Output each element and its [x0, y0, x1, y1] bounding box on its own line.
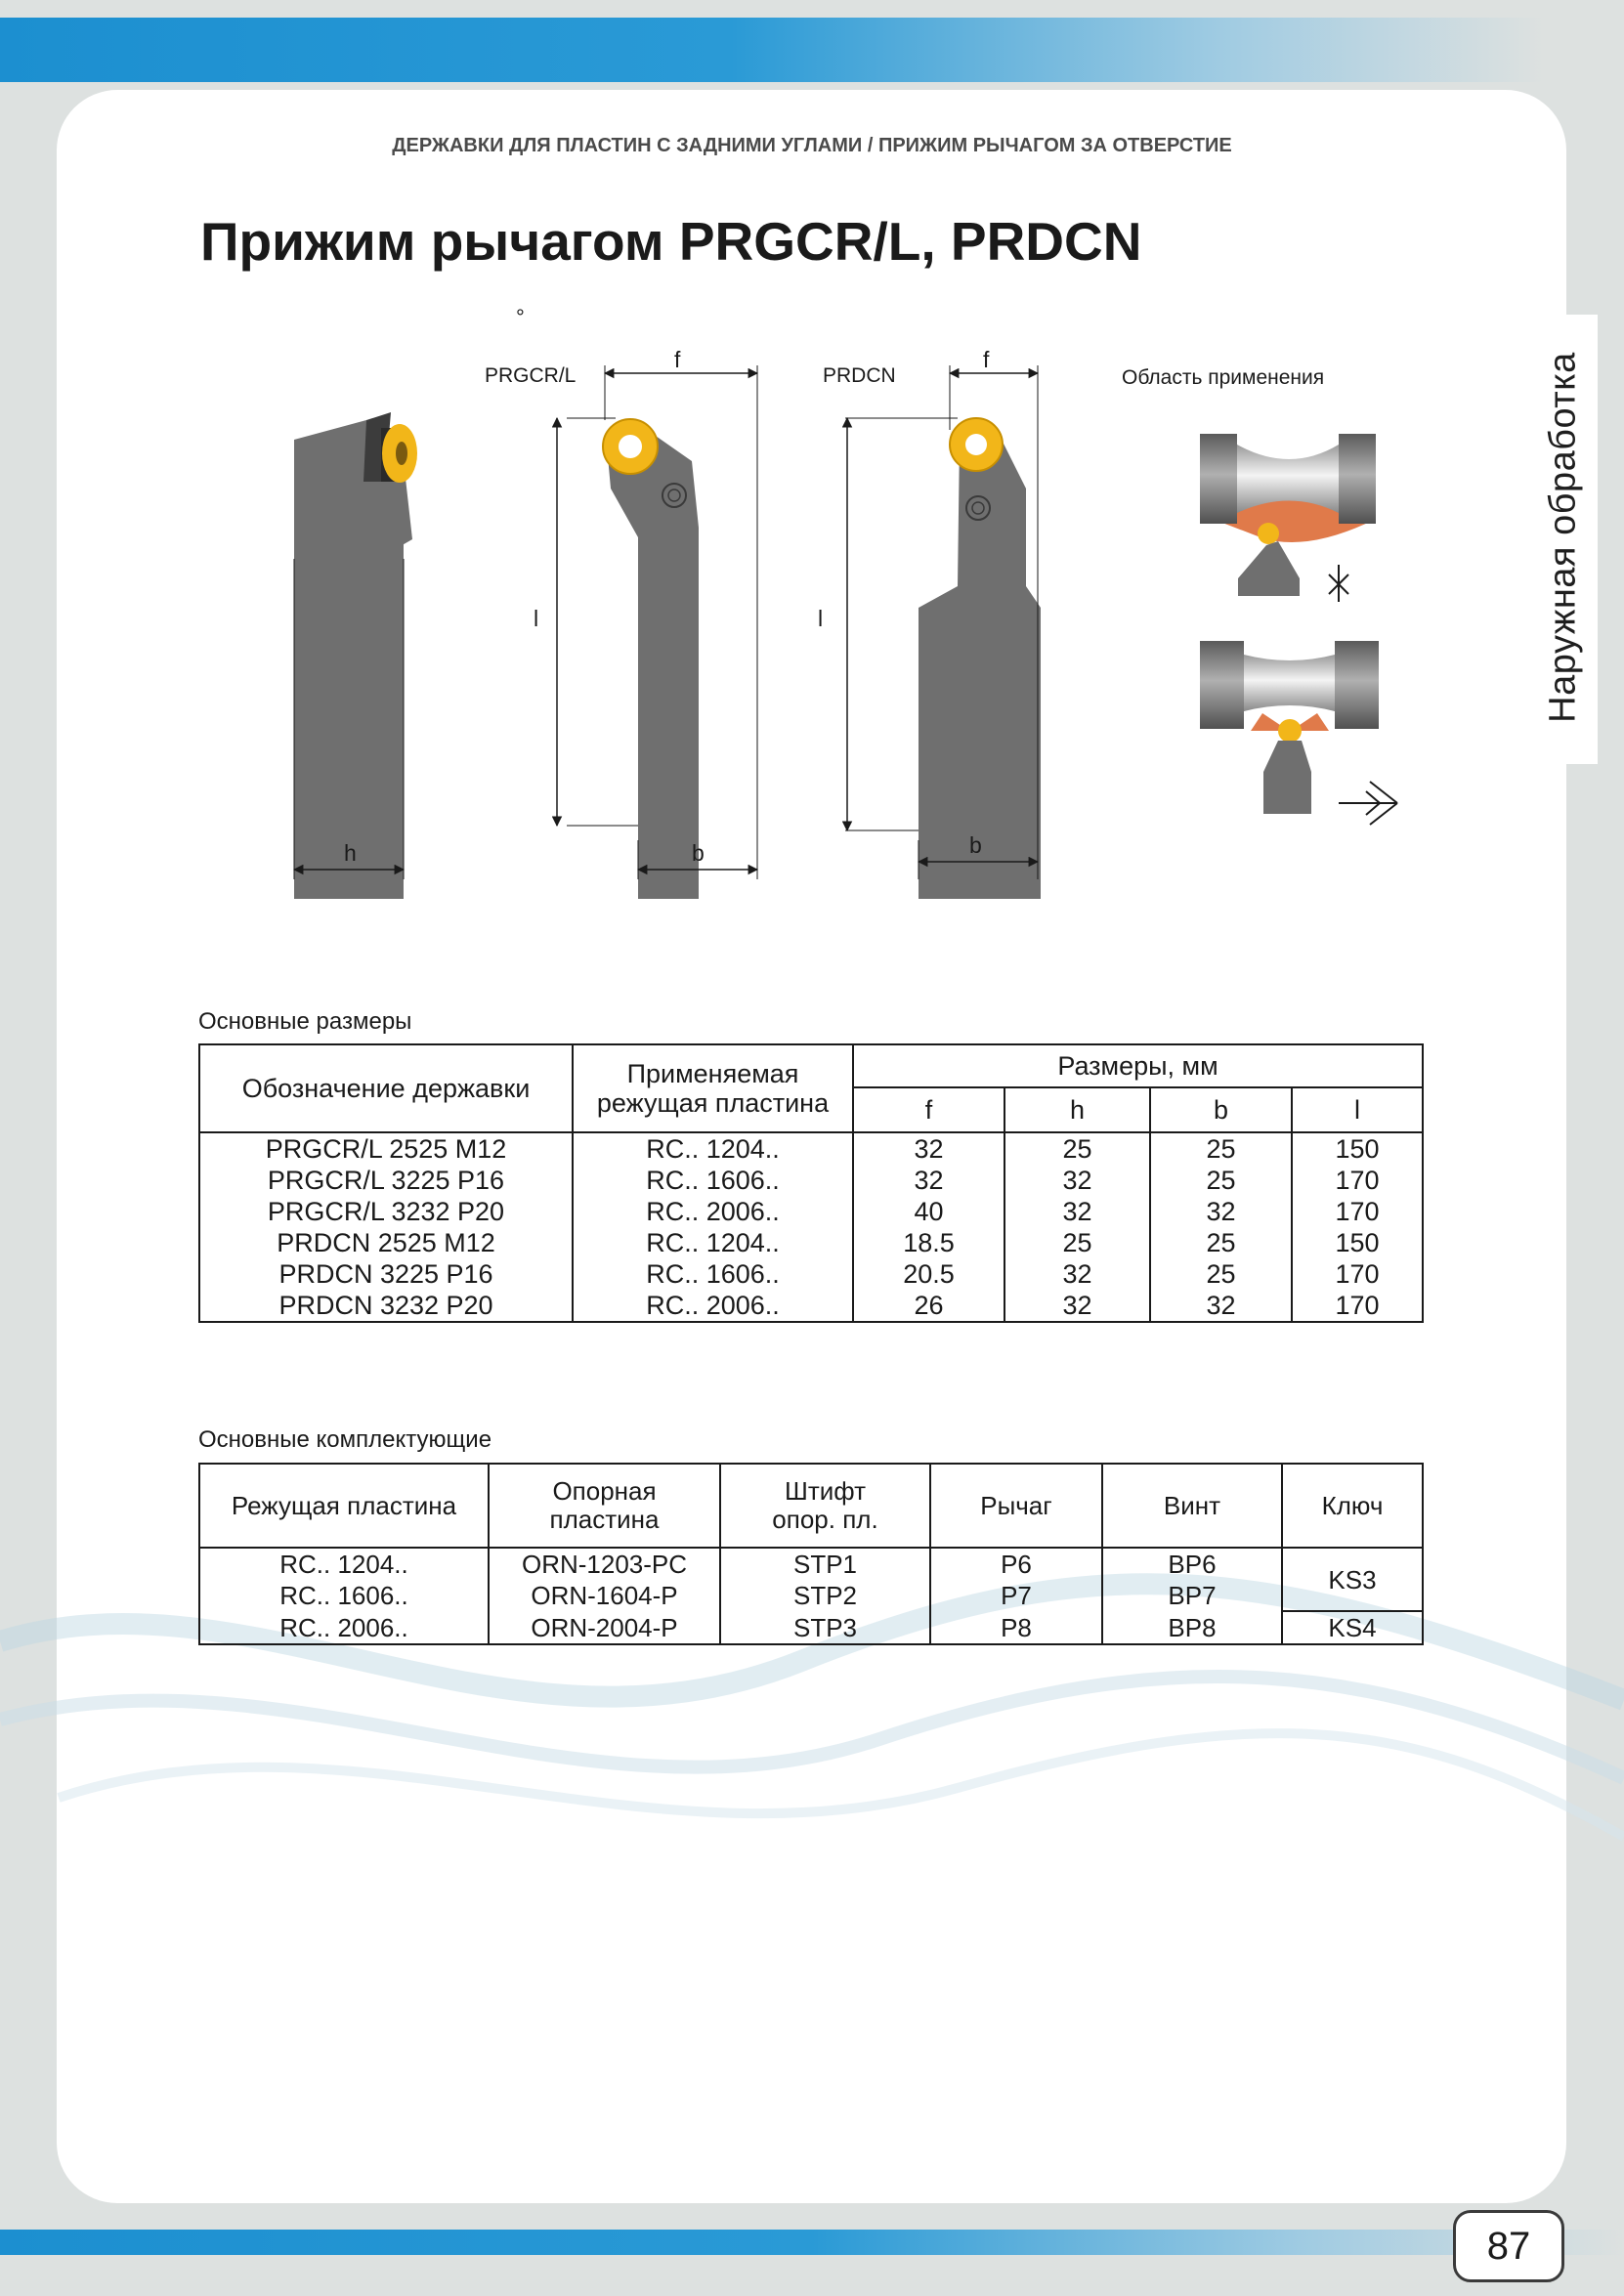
cell-lever: P7	[930, 1580, 1102, 1611]
cell-holder: PRGCR/L 3225 P16	[199, 1165, 573, 1196]
table-row	[199, 1258, 1423, 1290]
cell-screw: BP8	[1102, 1611, 1282, 1644]
tool-prdcn-drawing	[845, 365, 1041, 899]
cell-h: 32	[1004, 1196, 1150, 1227]
cell-key: KS3	[1282, 1548, 1423, 1611]
cell-b: 32	[1150, 1196, 1292, 1227]
top-accent-bar	[0, 18, 1624, 82]
application-area-diagram	[1200, 434, 1397, 825]
label-prgcr: PRGCR/L	[485, 364, 577, 387]
cell-lever: P6	[930, 1548, 1102, 1580]
header-cutting-insert: Режущая пластина	[199, 1464, 489, 1548]
cell-holder: PRGCR/L 3232 P20	[199, 1196, 573, 1227]
dim-l-prgcr: l	[534, 606, 539, 631]
cell-l: 150	[1292, 1132, 1423, 1165]
cell-seat: ORN-1604-P	[489, 1580, 720, 1611]
table-row	[199, 1290, 1423, 1322]
table-row	[199, 1165, 1423, 1196]
table-row	[199, 1132, 1423, 1165]
cell-h: 25	[1004, 1227, 1150, 1258]
table-row	[199, 1580, 1423, 1611]
cell-b: 25	[1150, 1132, 1292, 1165]
page-title: Прижим рычагом PRGCR/L, PRDCN	[200, 211, 1142, 272]
cell-screw: BP7	[1102, 1580, 1282, 1611]
cell-pin: STP3	[720, 1611, 930, 1644]
cell-insert: RC.. 1606..	[573, 1258, 853, 1290]
header-sizes: Размеры, мм	[853, 1044, 1423, 1087]
dim-f-prdcn: f	[983, 347, 990, 372]
breadcrumb: ДЕРЖАВКИ ДЛЯ ПЛАСТИН С ЗАДНИМИ УГЛАМИ / ПРИЖИМ РЫЧАГОМ ЗА ОТВЕРСТИЕ	[392, 135, 1232, 156]
tool-prgcr-drawing	[557, 365, 757, 899]
cell-f: 20.5	[853, 1258, 1004, 1290]
header-holder: Обозначение державки	[199, 1044, 573, 1132]
cell-f: 18.5	[853, 1227, 1004, 1258]
header-lever: Рычаг	[930, 1464, 1102, 1548]
table-row	[199, 1227, 1423, 1258]
cell-pin: STP2	[720, 1580, 930, 1611]
cell-l: 170	[1292, 1165, 1423, 1196]
cell-seat: ORN-2004-P	[489, 1611, 720, 1644]
table-row	[199, 1548, 1423, 1580]
label-application-area: Область применения	[1122, 366, 1325, 389]
bottom-accent-bar	[0, 2230, 1624, 2255]
cell-holder: PRDCN 3232 P20	[199, 1290, 573, 1322]
header-screw: Винт	[1102, 1464, 1282, 1548]
cell-b: 25	[1150, 1227, 1292, 1258]
header-f: f	[853, 1087, 1004, 1132]
cell-l: 170	[1292, 1290, 1423, 1322]
cell-key: KS4	[1282, 1611, 1423, 1644]
cell-screw: BP6	[1102, 1548, 1282, 1580]
dim-b-prgcr: b	[692, 840, 705, 866]
cell-b: 32	[1150, 1290, 1292, 1322]
dim-f-prgcr: f	[674, 347, 681, 372]
page-number: 87	[1453, 2210, 1564, 2282]
cell-h: 25	[1004, 1132, 1150, 1165]
cell-f: 26	[853, 1290, 1004, 1322]
cell-l: 170	[1292, 1196, 1423, 1227]
cell-lever: P8	[930, 1611, 1102, 1644]
cell-holder: PRDCN 2525 M12	[199, 1227, 573, 1258]
dim-b-prdcn: b	[969, 832, 982, 858]
cell-h: 32	[1004, 1290, 1150, 1322]
cell-insert: RC.. 1204..	[573, 1132, 853, 1165]
cell-f: 32	[853, 1132, 1004, 1165]
header-pin: Штифт опор. пл.	[720, 1464, 930, 1548]
header-seat: Опорная пластина	[489, 1464, 720, 1548]
cell-l: 150	[1292, 1227, 1423, 1258]
cell-h: 32	[1004, 1165, 1150, 1196]
table-row	[199, 1611, 1423, 1644]
main-sizes-title: Основные размеры	[198, 1008, 412, 1035]
cell-l: 170	[1292, 1258, 1423, 1290]
tool-drawings	[283, 352, 1407, 899]
cell-holder: PRDCN 3225 P16	[199, 1258, 573, 1290]
cell-seat: ORN-1203-PC	[489, 1548, 720, 1580]
main-sizes-table	[198, 1043, 1424, 1323]
cell-f: 40	[853, 1196, 1004, 1227]
cell-h: 32	[1004, 1258, 1150, 1290]
cell-insert: RC.. 2006..	[199, 1611, 489, 1644]
dim-h: h	[344, 840, 357, 866]
cell-f: 32	[853, 1165, 1004, 1196]
cell-b: 25	[1150, 1258, 1292, 1290]
cell-b: 25	[1150, 1165, 1292, 1196]
dim-l-prdcn: l	[818, 606, 824, 631]
cell-insert: RC.. 2006..	[573, 1290, 853, 1322]
label-prdcn: PRDCN	[823, 364, 896, 387]
cell-insert: RC.. 1606..	[573, 1165, 853, 1196]
side-tab-label: Наружная обработка	[1542, 352, 1584, 723]
tool-side-view	[294, 412, 417, 899]
header-key: Ключ	[1282, 1464, 1423, 1548]
cell-pin: STP1	[720, 1548, 930, 1580]
table-row	[199, 1196, 1423, 1227]
header-insert: Применяемая режущая пластина	[573, 1044, 853, 1132]
cell-insert: RC.. 1204..	[199, 1548, 489, 1580]
components-title: Основные комплектующие	[198, 1426, 492, 1453]
cell-insert: RC.. 1606..	[199, 1580, 489, 1611]
cell-insert: RC.. 1204..	[573, 1227, 853, 1258]
cell-insert: RC.. 2006..	[573, 1196, 853, 1227]
header-b: b	[1150, 1087, 1292, 1132]
header-l: l	[1292, 1087, 1423, 1132]
cell-holder: PRGCR/L 2525 M12	[199, 1132, 573, 1165]
components-table	[198, 1463, 1424, 1645]
degree-mark: °	[516, 305, 525, 329]
header-h: h	[1004, 1087, 1150, 1132]
